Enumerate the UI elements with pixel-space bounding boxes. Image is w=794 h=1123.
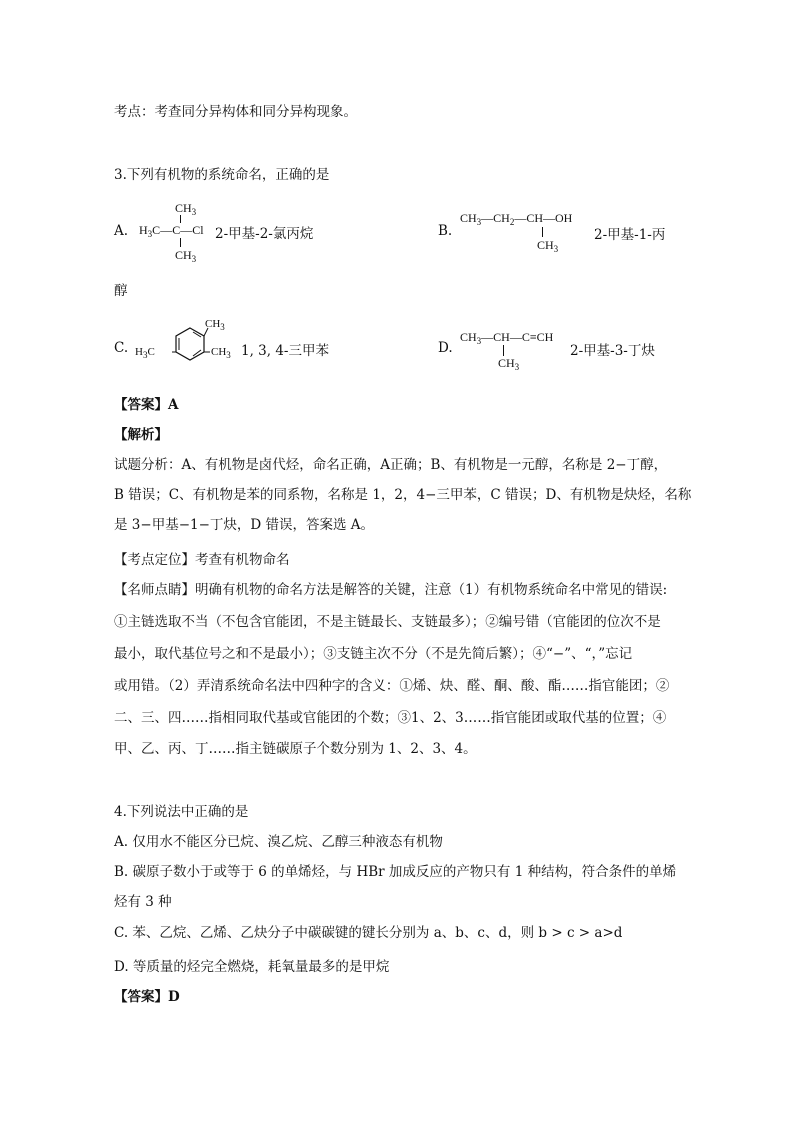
d-ch3-bottom: $CH_3$: [498, 356, 520, 372]
q3-stem: 3.下列有机物的系统命名，正确的是: [114, 167, 330, 183]
q4-option-c: C. 苯、乙烷、乙烯、乙炔分子中碳碳键的键长分别为 a、b、c、d，则 b > c > a>d: [114, 925, 623, 941]
a-ch3-bottom: $CH_3$: [175, 248, 197, 264]
q3-option-b-name: 2-甲基-1-丙: [594, 227, 666, 243]
q3-mingshi-line-6: 甲、乙、丙、丁……指主链碳原子个数分别为 1、2、3、4。: [114, 741, 477, 757]
q4-option-b-line-1: B. 碳原子数小于或等于 6 的单烯烃，与 HBr 加成反应的产物只有 1 种结构，符合条件的单烯: [114, 864, 677, 880]
q3-option-d-name: 2-甲基-3-丁炔: [570, 343, 655, 359]
q3-answer: 【答案】A: [114, 397, 179, 413]
a-bond-top: [180, 215, 181, 223]
q3-mingshi-line-4: 或用错。（2）弄清系统命名法中四种字的含义：①烯、炔、醛、酮、酸、酯……指官能团；②: [114, 678, 670, 694]
q3-option-c-label: C.: [114, 340, 129, 356]
q3-option-b-label: B.: [438, 223, 453, 239]
b-main-chain: $CH_3—CH_2—CH—OH$: [460, 211, 573, 227]
q3-option-d-label: D.: [438, 340, 453, 356]
q4-option-d: D. 等质量的烃完全燃烧，耗氧量最多的是甲烷: [114, 959, 390, 975]
q3-option-a-name: 2-甲基-2-氯丙烷: [215, 226, 314, 242]
q3-analysis-line-1: 试题分析：A、有机物是卤代烃，命名正确，A正确；B、有机物是一元醇，名称是 2−丁醇，: [114, 457, 668, 473]
kaodian-line: 考点：考查同分异构体和同分异构现象。: [114, 104, 357, 120]
q4-answer: 【答案】D: [114, 989, 180, 1005]
c-ch3-top: $CH_3$: [205, 318, 225, 332]
d-bond-bottom: [503, 345, 504, 356]
q3-option-b-name-cont: 醇: [114, 283, 128, 299]
q4-stem: 4.下列说法中正确的是: [114, 804, 249, 820]
q3-mingshi-line-2: ①主链选取不当（不包含官能团，不是主链最长、支链最多）；②编号错（官能团的位次不是: [114, 614, 661, 630]
a-main-chain: $H_3C—C—Cl$: [139, 223, 204, 239]
q3-mingshi-line-3: 最小，取代基位号之和不是最小）；③支链主次不分（不是先简后繁）；④“−”、“，”忘记: [114, 646, 633, 662]
c-ch3-right: $CH_3$: [211, 346, 231, 360]
q3-mingshi-line-5: 二、三、四……指相同取代基或官能团的个数；③1、2、3……指官能团或取代基的位置；④: [114, 710, 667, 726]
q3-mingshi-line-1: 【名师点睛】明确有机物的命名方法是解答的关键，注意（1）有机物系统命名中常见的错误:: [114, 582, 668, 598]
b-ch3-bottom: $CH_3$: [537, 238, 559, 254]
q3-kaodian: 【考点定位】考查有机物命名: [114, 552, 290, 568]
b-bond-bottom: [542, 227, 543, 237]
a-bond-bottom: [180, 238, 181, 247]
q4-option-a: A. 仅用水不能区分已烷、溴乙烷、乙醇三种液态有机物: [114, 834, 443, 850]
q3-analysis-line-2: B 错误；C、有机物是苯的同系物，名称是 1，2，4−三甲苯，C 错误；D、有机物是炔烃，名称: [114, 487, 692, 503]
q3-analysis-title: 【解析】: [114, 427, 168, 443]
c-h3c-left: $H_3C$: [135, 346, 155, 360]
a-ch3-top: $CH_3$: [175, 201, 197, 217]
q3-option-a-label: A.: [114, 223, 129, 239]
q3-analysis-line-3: 是 3−甲基−1−丁炔，D 错误，答案选 A。: [114, 517, 375, 533]
d-main-chain: $CH_3—CH—C\equiv CH$: [460, 330, 554, 346]
q4-option-b-line-2: 烃有 3 种: [114, 894, 172, 910]
q3-option-c-name: 1, 3, 4-三甲苯: [241, 343, 329, 359]
